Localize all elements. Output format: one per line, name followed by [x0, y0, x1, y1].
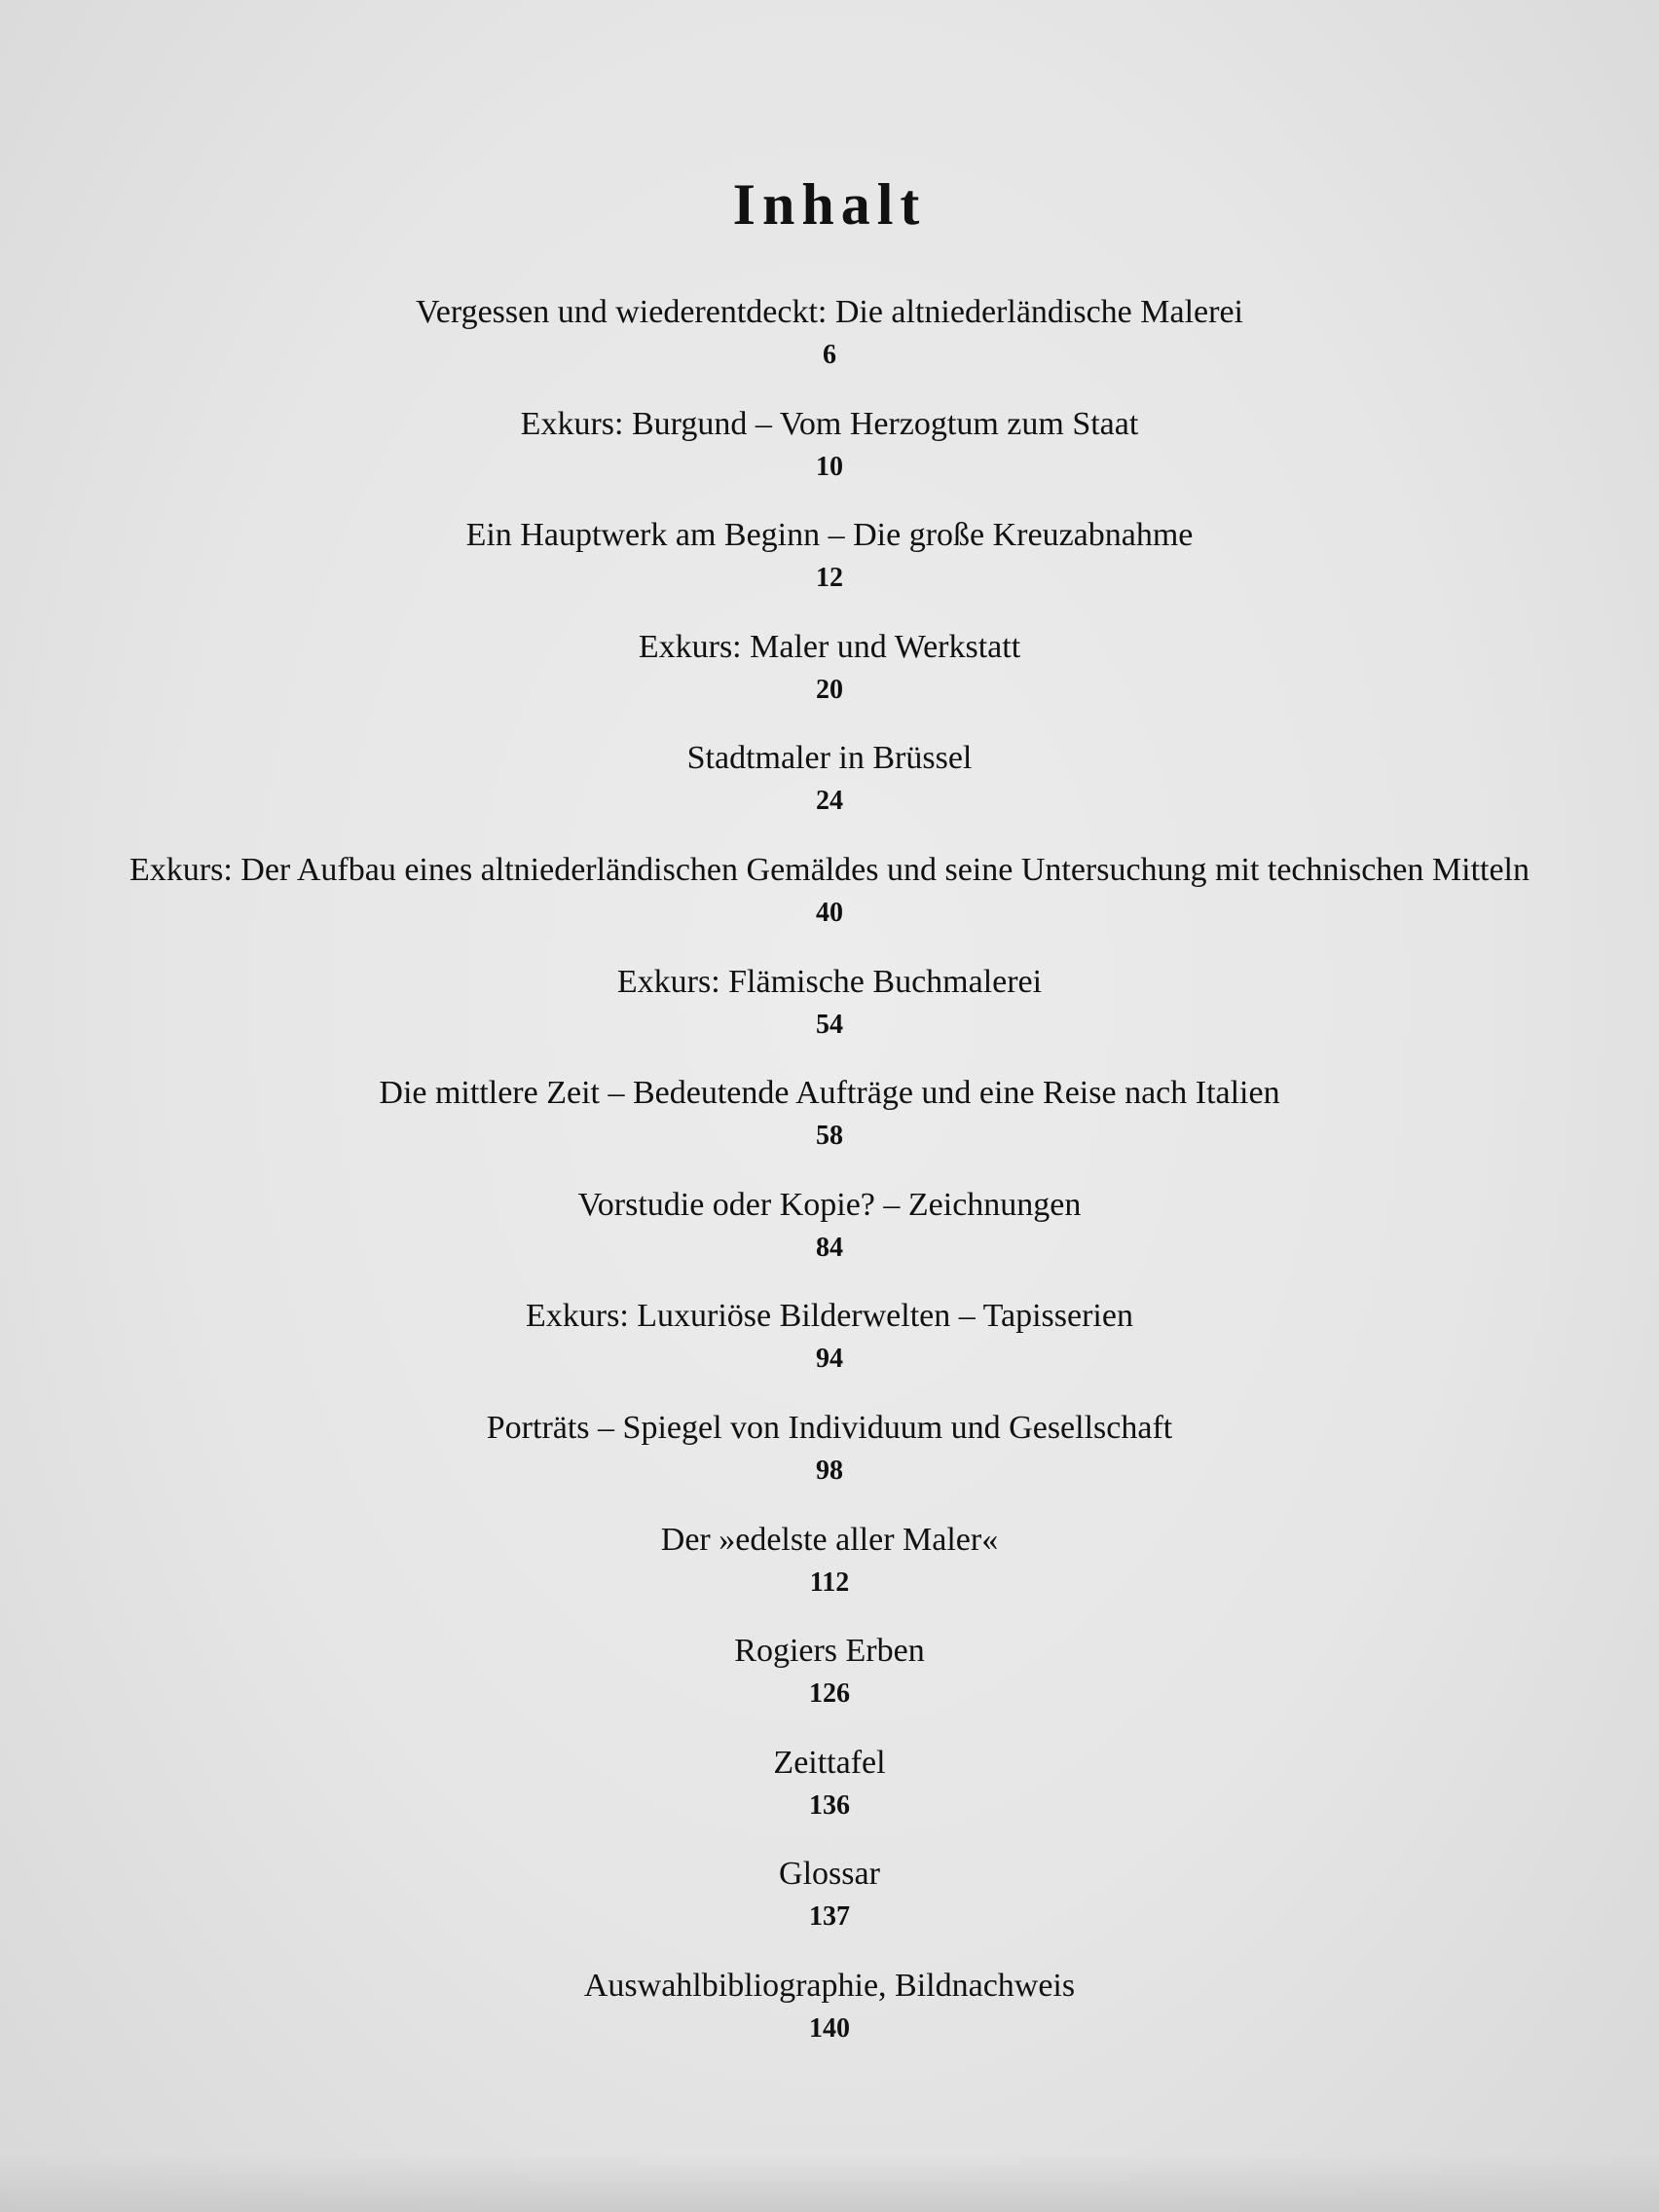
- toc-entry-page-number: 12: [816, 563, 843, 594]
- toc-entry-page-number: 24: [816, 786, 843, 817]
- toc-entry-title: Exkurs: Flämische Buchmalerei: [616, 963, 1043, 1000]
- toc-entry-title: Rogiers Erben: [734, 1633, 925, 1670]
- toc-entry-title: Vergessen und wiederentdeckt: Die altniederländische Malerei: [416, 294, 1243, 330]
- toc-entry-page-number: 140: [809, 2012, 850, 2044]
- toc-entry-page-number: 58: [816, 1121, 843, 1152]
- toc-entry-title: Exkurs: Der Aufbau eines altniederländischen Gemäldes und seine Untersuchung mit technischen Mitteln: [129, 851, 1530, 888]
- toc-entry-title: Glossar: [779, 1856, 880, 1893]
- toc-entry: [0, 627, 1659, 739]
- toc-entry-title: Der »edelste aller Maler«: [660, 1521, 999, 1558]
- toc-entry-title: Exkurs: Burgund – Vom Herzogtum zum Staat: [520, 405, 1139, 442]
- toc-entry: [0, 1520, 1659, 1632]
- toc-entry: [0, 962, 1659, 1074]
- toc-entry-page-number: 40: [816, 897, 843, 928]
- toc-entry-page-number: 94: [816, 1344, 843, 1375]
- toc-entry: [0, 515, 1659, 627]
- toc-entry-title: Vorstudie oder Kopie? – Zeichnungen: [577, 1186, 1082, 1223]
- toc-entry-title: Exkurs: Maler und Werkstatt: [638, 628, 1021, 665]
- toc-entry-page-number: 84: [816, 1232, 843, 1263]
- toc-entry: [0, 1743, 1659, 1855]
- toc-entry-page-number: 10: [816, 451, 843, 482]
- toc-entry-page-number: 54: [816, 1009, 843, 1040]
- toc-entry: [0, 1185, 1659, 1297]
- toc-entry: [0, 1854, 1659, 1966]
- toc-entry-page-number: 98: [816, 1455, 843, 1486]
- toc-entry-page-number: 6: [823, 340, 836, 370]
- toc-entry: [0, 1631, 1659, 1743]
- toc-entry: [0, 404, 1659, 516]
- toc-entry-page-number: 20: [816, 674, 843, 705]
- toc-entry: [0, 292, 1659, 404]
- toc-entry: [0, 1073, 1659, 1185]
- toc-entry-title: Exkurs: Luxuriöse Bilderwelten – Tapisserien: [526, 1298, 1133, 1335]
- toc-entry-title: Die mittlere Zeit – Bedeutende Aufträge und eine Reise nach Italien: [379, 1075, 1280, 1112]
- page-bottom-shadow: [0, 2154, 1659, 2212]
- toc-entry-page-number: 112: [809, 1567, 850, 1598]
- page-title: Inhalt: [732, 172, 927, 238]
- toc-entry: [0, 1966, 1659, 2078]
- toc-entry-title: Stadtmaler in Brüssel: [686, 740, 973, 777]
- toc-entry-title: Auswahlbibliographie, Bildnachweis: [583, 1967, 1076, 2004]
- toc-entry: [0, 738, 1659, 850]
- toc-entry-page-number: 137: [809, 1901, 850, 1933]
- toc-entry: [0, 1408, 1659, 1520]
- toc-entry-page-number: 126: [809, 1678, 850, 1710]
- toc-entry-page-number: 136: [809, 1789, 850, 1821]
- toc-entry-title: Zeittafel: [773, 1744, 886, 1781]
- table-of-contents: [0, 292, 1659, 2078]
- toc-entry-title: Ein Hauptwerk am Beginn – Die große Kreuzabnahme: [465, 517, 1194, 554]
- toc-entry: [0, 1296, 1659, 1408]
- toc-entry-title: Porträts – Spiegel von Individuum und Gesellschaft: [486, 1409, 1173, 1446]
- toc-entry: [0, 850, 1659, 962]
